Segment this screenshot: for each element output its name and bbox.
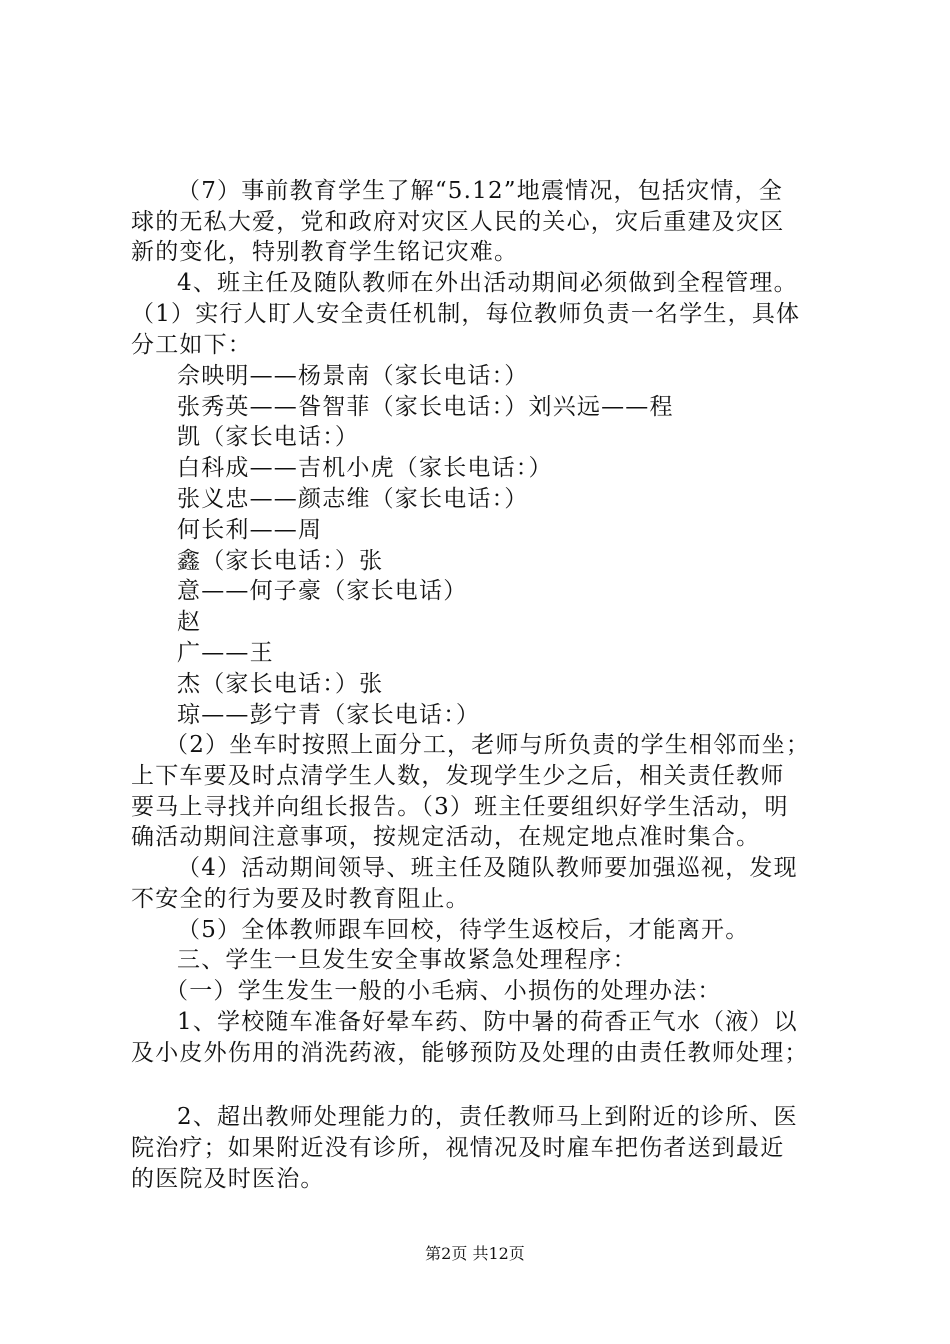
paragraph-line: （7）事前教育学生了解“5.12”地震情况，包括灾情，全: [177, 178, 783, 204]
page-number-footer: 第2页 共12页: [425, 1244, 525, 1263]
paragraph-line: 2、超出教师处理能力的，责任教师马上到附近的诊所、医: [177, 1104, 798, 1130]
paragraph-line: 何长利——周: [177, 517, 323, 543]
paragraph-line: 分工如下：: [131, 332, 252, 358]
paragraph-line: 新的变化，特别教育学生铭记灾难。: [131, 239, 519, 265]
paragraph-line: 佘映明——杨景南（家长电话：）: [177, 363, 529, 389]
paragraph-line: （1）实行人盯人安全责任机制，每位教师负责一名学生，具体: [131, 301, 801, 327]
paragraph-line: 上下车要及时点清学生人数，发现学生少之后，相关责任教师: [131, 763, 785, 789]
paragraph-line: 广——王: [177, 640, 274, 666]
paragraph-line: 杰（家长电话：）张: [177, 671, 384, 697]
paragraph-line: 的医院及时医治。: [131, 1166, 325, 1192]
paragraph-line: （5）全体教师跟车回校，待学生返校后，才能离开。: [177, 917, 750, 943]
paragraph-line: 张秀英——昝智菲（家长电话：）刘兴远——程: [177, 394, 674, 420]
paragraph-line: 要马上寻找并向组长报告。（3）班主任要组织好学生活动，明: [131, 794, 789, 820]
paragraph-line: 白科成——吉机小虎（家长电话：）: [177, 455, 553, 481]
paragraph-line: 鑫（家长电话：）张: [177, 548, 384, 574]
paragraph-line: 琼——彭宁青（家长电话：）: [177, 702, 481, 728]
paragraph-line: 张义忠——颜志维（家长电话：）: [177, 486, 529, 512]
paragraph-line: 院治疗；如果附近没有诊所，视情况及时雇车把伤者送到最近: [131, 1135, 785, 1161]
paragraph-line: 凯（家长电话：）: [177, 424, 360, 450]
paragraph-line: 意——何子豪（家长电话）: [177, 578, 468, 604]
paragraph-line: 三、学生一旦发生安全事故紧急处理程序：: [177, 947, 637, 973]
paragraph-line: 球的无私大爱，党和政府对灾区人民的关心，灾后重建及灾区: [131, 209, 785, 235]
paragraph-line: （一）学生发生一般的小毛病、小损伤的处理办法：: [165, 978, 722, 1004]
paragraph-line: 及小皮外伤用的消洗药液，能够预防及处理的由责任教师处理；: [131, 1040, 809, 1066]
paragraph-line: 赵: [177, 609, 202, 635]
paragraph-line: （2）坐车时按照上面分工，老师与所负责的学生相邻而坐；: [165, 732, 811, 758]
paragraph-line: 确活动期间注意事项，按规定活动，在规定地点准时集合。: [131, 824, 761, 850]
paragraph-line: 不安全的行为要及时教育阻止。: [131, 886, 470, 912]
paragraph-line: 4、班主任及随队教师在外出活动期间必须做到全程管理。: [177, 270, 798, 296]
paragraph-line: （4）活动期间领导、班主任及随队教师要加强巡视，发现: [177, 855, 798, 881]
paragraph-line: 1、学校随车准备好晕车药、防中暑的荷香正气水（液）以: [177, 1009, 798, 1035]
